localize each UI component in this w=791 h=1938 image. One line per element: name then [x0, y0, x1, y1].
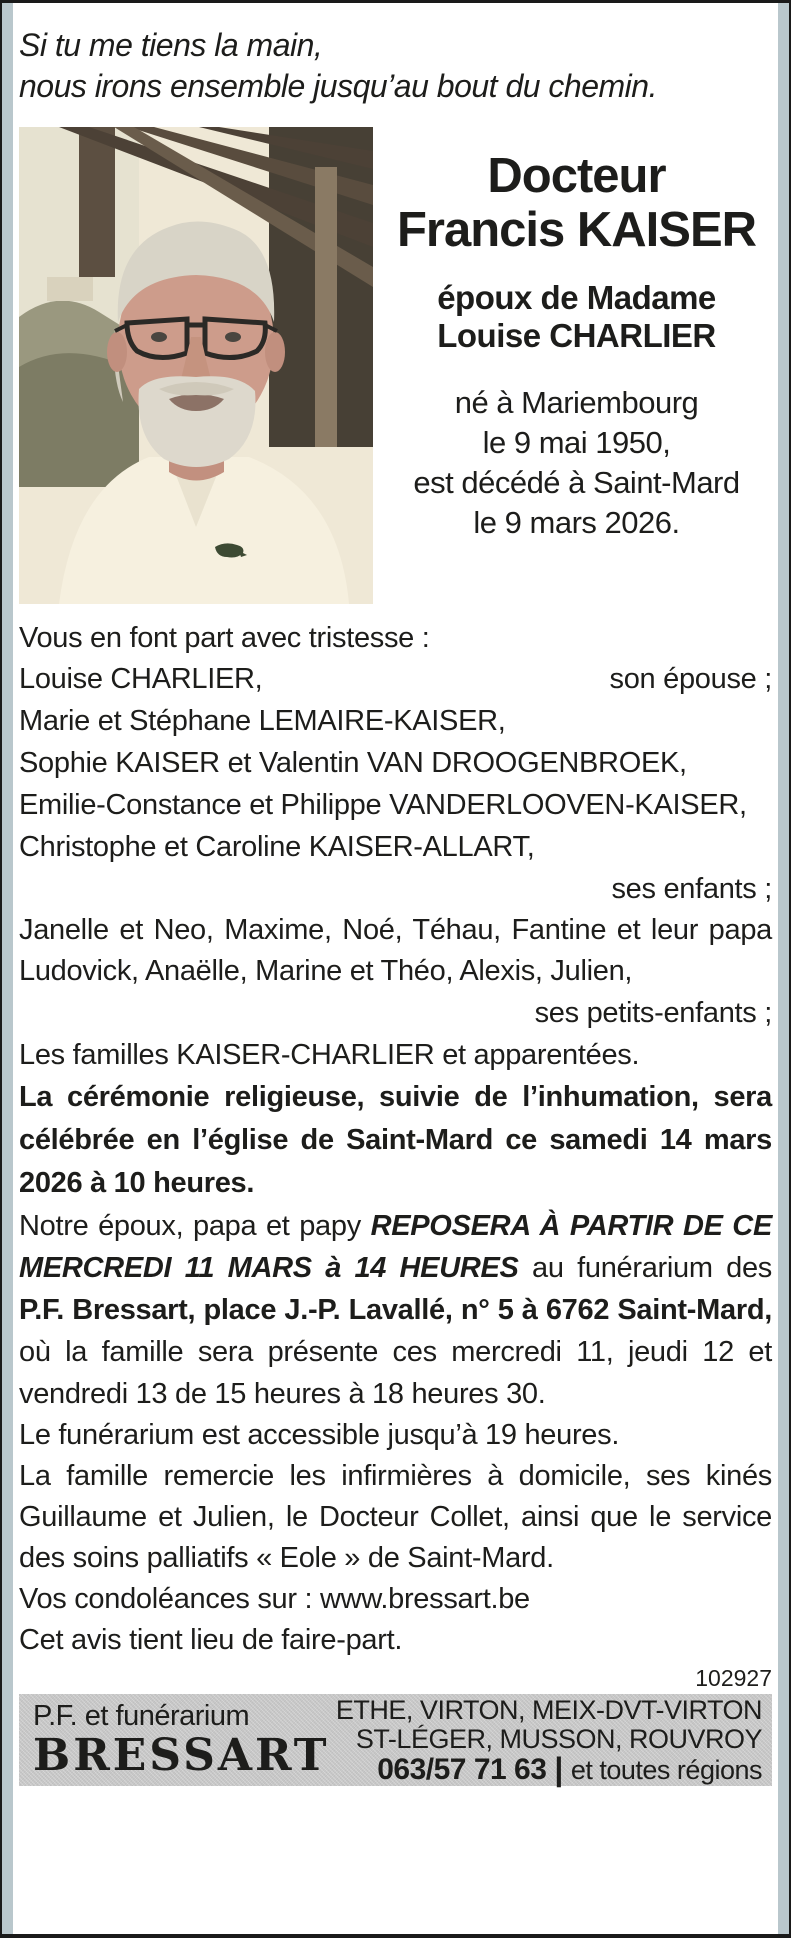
funeral-home-type: P.F. et funérarium	[33, 1700, 250, 1732]
funerarium-hours-line: Le funérarium est accessible jusqu’à 19 heures.	[19, 1419, 620, 1451]
funeral-home-regions	[335, 1694, 762, 1787]
left-border-stripe	[2, 3, 13, 1934]
portrait-illustration	[19, 127, 373, 604]
announcement-intro: Vous en font part avec tristesse :	[19, 622, 430, 654]
thanks-paragraph: La famille remercie les infirmières à domicile, ses kinés Guillaume et Julien, le Docteur Collet, ainsi que le service des soins palliatifs « Eole » de Saint-Mard.	[19, 1460, 772, 1574]
repose-regular-3: où la famille sera présente ces mercredi 11, jeudi 12 et vendredi 13 de 15 heures à 18 heures 30.	[19, 1336, 772, 1410]
child-line: Christophe et Caroline KAISER-ALLART,	[19, 831, 535, 863]
repose-regular-2: au funérarium des	[518, 1252, 772, 1284]
portrait-photo	[19, 127, 373, 604]
repose-address: P.F. Bressart, place J.-P. Lavallé, n° 5 à 6762 Saint-Mard,	[19, 1294, 772, 1326]
ear-right	[265, 332, 285, 372]
spouse-block	[381, 279, 772, 355]
birth-place: né à Mariembourg	[454, 385, 699, 420]
spouse-name: Louise CHARLIER	[437, 317, 716, 354]
regions-line-1: ETHE, VIRTON, MEIX-DVT-VIRTON	[335, 1694, 762, 1725]
spouse-mourner-relation: son épouse ;	[609, 663, 772, 695]
quote-line-1: Si tu me tiens la main,	[19, 27, 323, 63]
families-line: Les familles KAISER-CHARLIER et apparentées.	[19, 1039, 640, 1071]
memorial-quote	[19, 25, 772, 107]
regions-line-3: et toutes régions	[570, 1754, 762, 1785]
ear	[107, 332, 127, 372]
condolences-label: Vos condoléances sur :	[19, 1583, 313, 1615]
condolences-line	[19, 1579, 772, 1620]
deceased-name-block	[381, 149, 772, 257]
phone-number: 063/57 71 63	[377, 1752, 547, 1786]
deceased-name: Francis KAISER	[396, 203, 757, 257]
website-url: www.bressart.be	[320, 1583, 530, 1615]
notice-content	[19, 3, 772, 1786]
grandchildren-relation: ses petits-enfants ;	[534, 997, 772, 1029]
phone-row	[336, 1750, 762, 1787]
repose-emphasis: REPOSERA À PARTIR DE CE MERCREDI 11 MARS à 14 HEURES	[19, 1210, 772, 1284]
repose-regular-1: Notre époux, papa et papy	[19, 1210, 371, 1242]
quote-line-2: nous irons ensemble jusqu’au bout du chemin.	[19, 68, 657, 104]
separator-bar: |	[554, 1750, 563, 1787]
eye-right	[225, 332, 241, 342]
funeral-home-identity	[33, 1698, 330, 1782]
child-line: Emilie-Constance et Philippe VANDERLOOVEN-KAISER,	[19, 789, 747, 821]
child-line: Sophie KAISER et Valentin VAN DROOGENBROEK,	[19, 747, 687, 779]
funeral-home-banner	[19, 1694, 772, 1786]
announcement-body	[19, 618, 772, 1661]
eye	[151, 332, 167, 342]
death-place: est décédé à Saint-Mard	[413, 465, 740, 500]
deceased-title-label: Docteur	[487, 149, 666, 203]
notice-line: Cet avis tient lieu de faire-part.	[19, 1624, 403, 1656]
funeral-home-brand: BRESSART	[33, 1730, 330, 1781]
house	[47, 277, 93, 301]
trees	[19, 353, 139, 487]
header-section	[19, 127, 772, 604]
reference-number: 102927	[695, 1665, 772, 1691]
deceased-info-column	[373, 127, 772, 604]
repose-paragraph	[19, 1205, 772, 1415]
spouse-mourner-line	[19, 658, 772, 700]
child-line: Marie et Stéphane LEMAIRE-KAISER,	[19, 705, 506, 737]
death-date: le 9 mars 2026.	[473, 505, 680, 540]
spouse-mourner-name: Louise CHARLIER,	[19, 663, 263, 695]
grandchildren-line: Janelle et Neo, Maxime, Noé, Téhau, Fantine et leur papa Ludovick, Anaëlle, Marine et Théo, Alexis, Julien,	[19, 914, 772, 987]
right-border-stripe	[778, 3, 789, 1934]
regions-line-2: ST-LÉGER, MUSSON, ROUVROY	[355, 1723, 762, 1754]
birth-death-block	[381, 383, 772, 543]
spouse-prefix: époux de Madame	[437, 279, 716, 316]
ceremony-paragraph: La cérémonie religieuse, suivie de l’inhumation, sera célébrée en l’église de Saint-Mard ce samedi 14 mars 2026 à 10 heures.	[19, 1081, 772, 1199]
birth-date: le 9 mai 1950,	[482, 425, 671, 460]
children-relation: ses enfants ;	[611, 873, 772, 905]
